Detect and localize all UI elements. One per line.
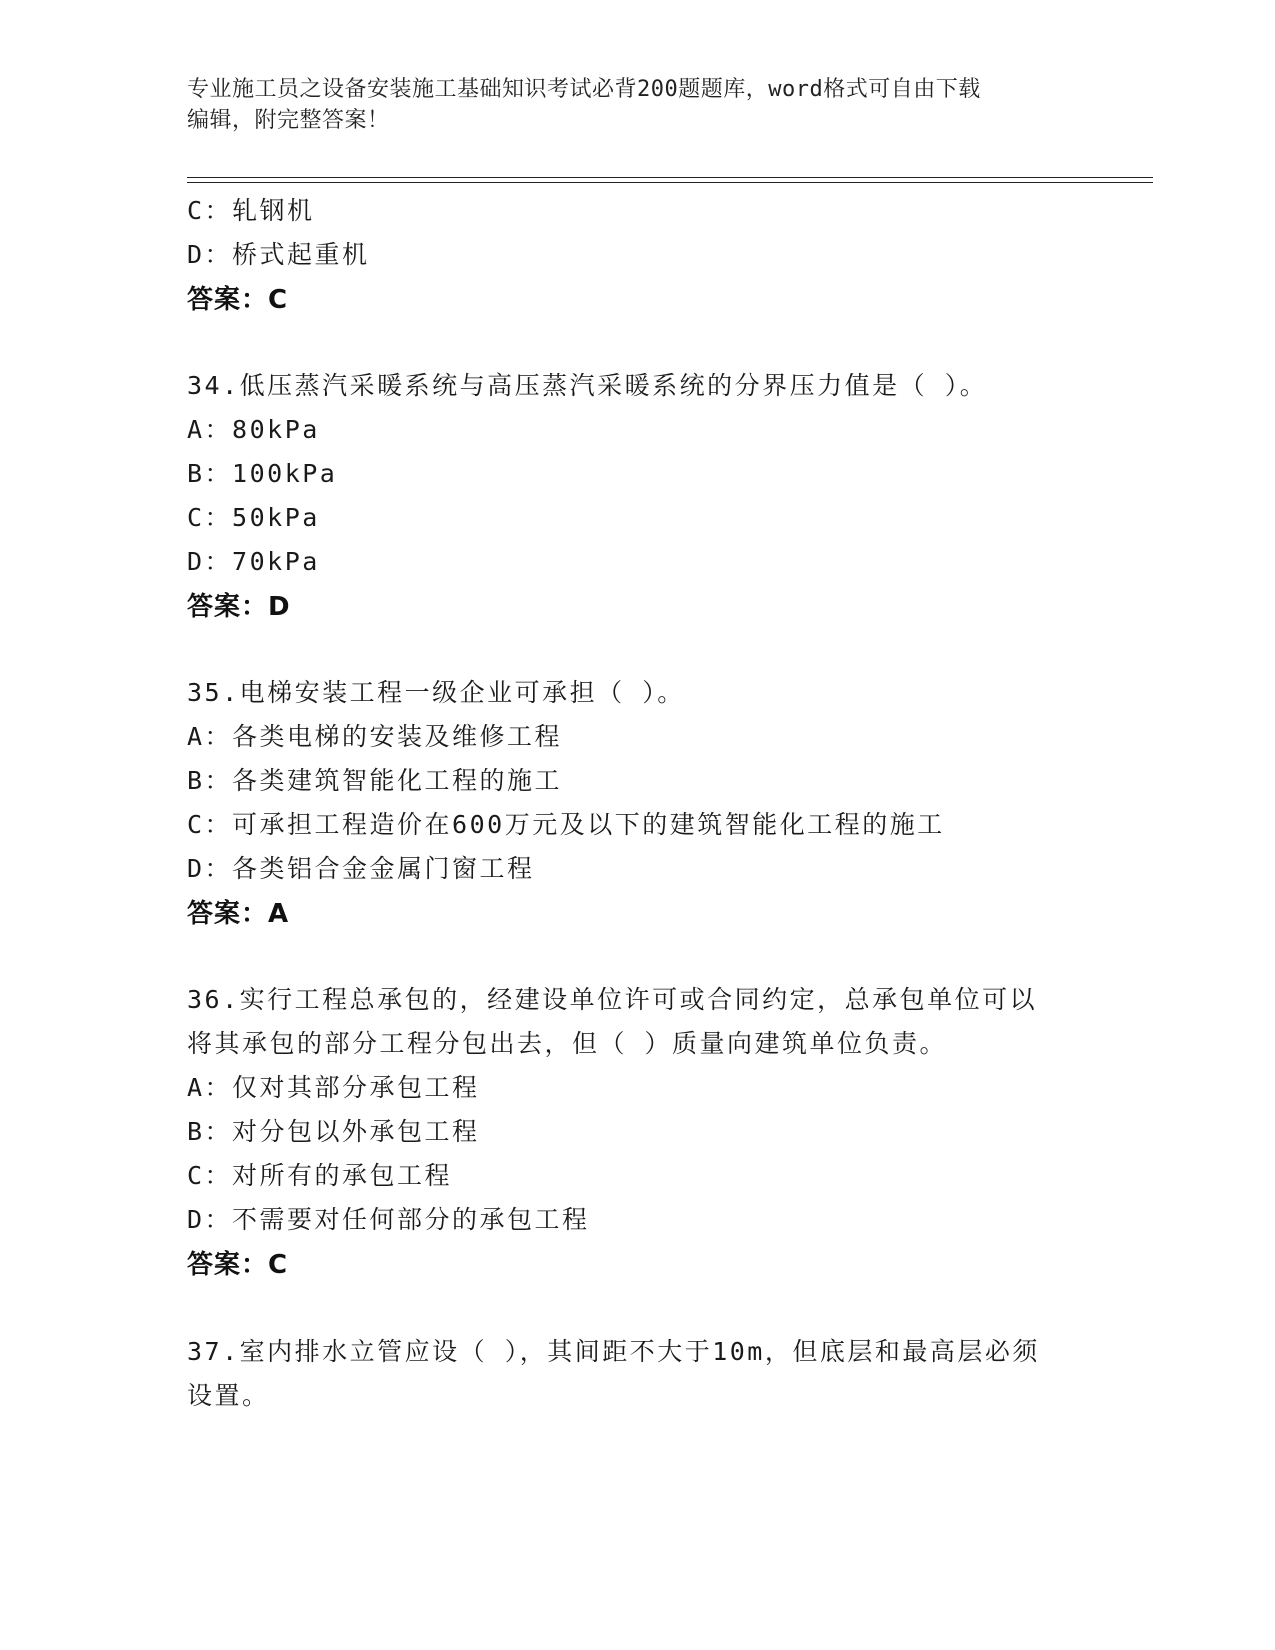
question-36-option-d: D：不需要对任何部分的承包工程 [187, 1205, 590, 1234]
question-35-option-b: B：各类建筑智能化工程的施工 [187, 766, 563, 795]
question-34-option-a: A：80kPa [187, 415, 320, 444]
question-34-stem: 34.低压蒸汽采暖系统与高压蒸汽采暖系统的分界压力值是（ ）。 [187, 371, 988, 400]
question-36-answer: 答案：C [187, 1250, 289, 1280]
question-36-option-b: B：对分包以外承包工程 [187, 1117, 480, 1146]
question-37-stem-line-1: 37.室内排水立管应设（ ），其间距不大于10m，但底层和最高层必须 [187, 1337, 1040, 1366]
question-36-option-c: C：对所有的承包工程 [187, 1161, 453, 1190]
header-title-line-1: 专业施工员之设备安装施工基础知识考试必背200题题库，word格式可自由下载 [187, 77, 981, 102]
question-35-option-a: A：各类电梯的安装及维修工程 [187, 722, 563, 751]
header-divider-bottom [187, 182, 1153, 183]
question-36-stem-line-2: 将其承包的部分工程分包出去，但（ ）质量向建筑单位负责。 [187, 1029, 948, 1058]
question-36-stem-line-1: 36.实行工程总承包的，经建设单位许可或合同约定，总承包单位可以 [187, 985, 1038, 1014]
question-34-option-d: D：70kPa [187, 547, 320, 576]
question-35-answer: 答案：A [187, 899, 290, 929]
question-34-option-b: B：100kPa [187, 459, 338, 488]
option-d: D：桥式起重机 [187, 240, 370, 269]
option-c: C：轧钢机 [187, 196, 315, 225]
header-title-line-2: 编辑，附完整答案！ [187, 108, 390, 133]
document-header [187, 74, 1087, 136]
question-34-answer: 答案：D [187, 592, 291, 622]
header-divider-top [187, 177, 1153, 178]
question-34-option-c: C：50kPa [187, 503, 320, 532]
question-35-option-d: D：各类铝合金金属门窗工程 [187, 854, 535, 883]
question-35-option-c: C：可承担工程造价在600万元及以下的建筑智能化工程的施工 [187, 810, 945, 839]
question-35-stem: 35.电梯安装工程一级企业可承担（ ）。 [187, 678, 685, 707]
answer-label: 答案：C [187, 285, 289, 315]
question-37-stem-line-2: 设置。 [187, 1381, 270, 1410]
question-36-option-a: A：仅对其部分承包工程 [187, 1073, 480, 1102]
